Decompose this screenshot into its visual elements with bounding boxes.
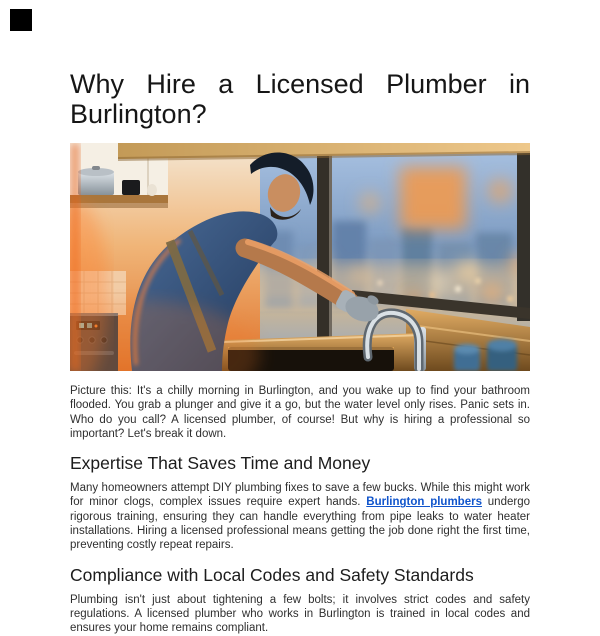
small-jar <box>147 184 157 196</box>
hero-image-illustration <box>70 143 530 371</box>
window-mullion-right <box>517 143 530 321</box>
paragraph-text-before-link: Many homeowners attempt DIY plumbing fixes to save a few bucks. While this might work for minor clogs, complex issues require expert hands. <box>70 482 530 509</box>
site-logo[interactable] <box>10 9 32 31</box>
section-heading-compliance: Compliance with Local Codes and Safety Standards <box>70 564 474 585</box>
intro-paragraph: Picture this: It's a chilly morning in Burlington, and you wake up to find your bathroom flooded. You grab a plunger and give it a go, but the water level only rises. Panic sets in. Who do you call? A licensed plumber, of course! But why is hiring a professional so important? Let's break it down. <box>70 385 530 440</box>
black-cup <box>122 180 140 195</box>
hero-image <box>70 143 530 371</box>
compliance-paragraph: Plumbing isn't just about tightening a few bolts; it involves strict codes and safety regulations. A licensed plumber who works in Burlington is trained in local codes and ensures your home remains compliant. <box>70 593 530 635</box>
article-content <box>70 0 530 636</box>
section-heading-expertise: Expertise That Saves Time and Money <box>70 453 371 474</box>
expertise-paragraph <box>70 481 530 552</box>
article-title: Why Hire a Licensed Plumber in Burlington? <box>70 69 530 129</box>
paragraph-text-after-link: undergo rigorous training, ensuring they can handle everything from pipe leaks to water heater installations. Hiring a licensed professional means getting the job done right the first time, preventing costly repeat repairs. <box>70 496 530 552</box>
pot-knob <box>92 166 100 170</box>
burlington-plumbers-link[interactable]: Burlington plumbers <box>366 496 482 509</box>
window-mullion-highlight <box>329 143 332 343</box>
wood-shelf <box>70 195 168 203</box>
